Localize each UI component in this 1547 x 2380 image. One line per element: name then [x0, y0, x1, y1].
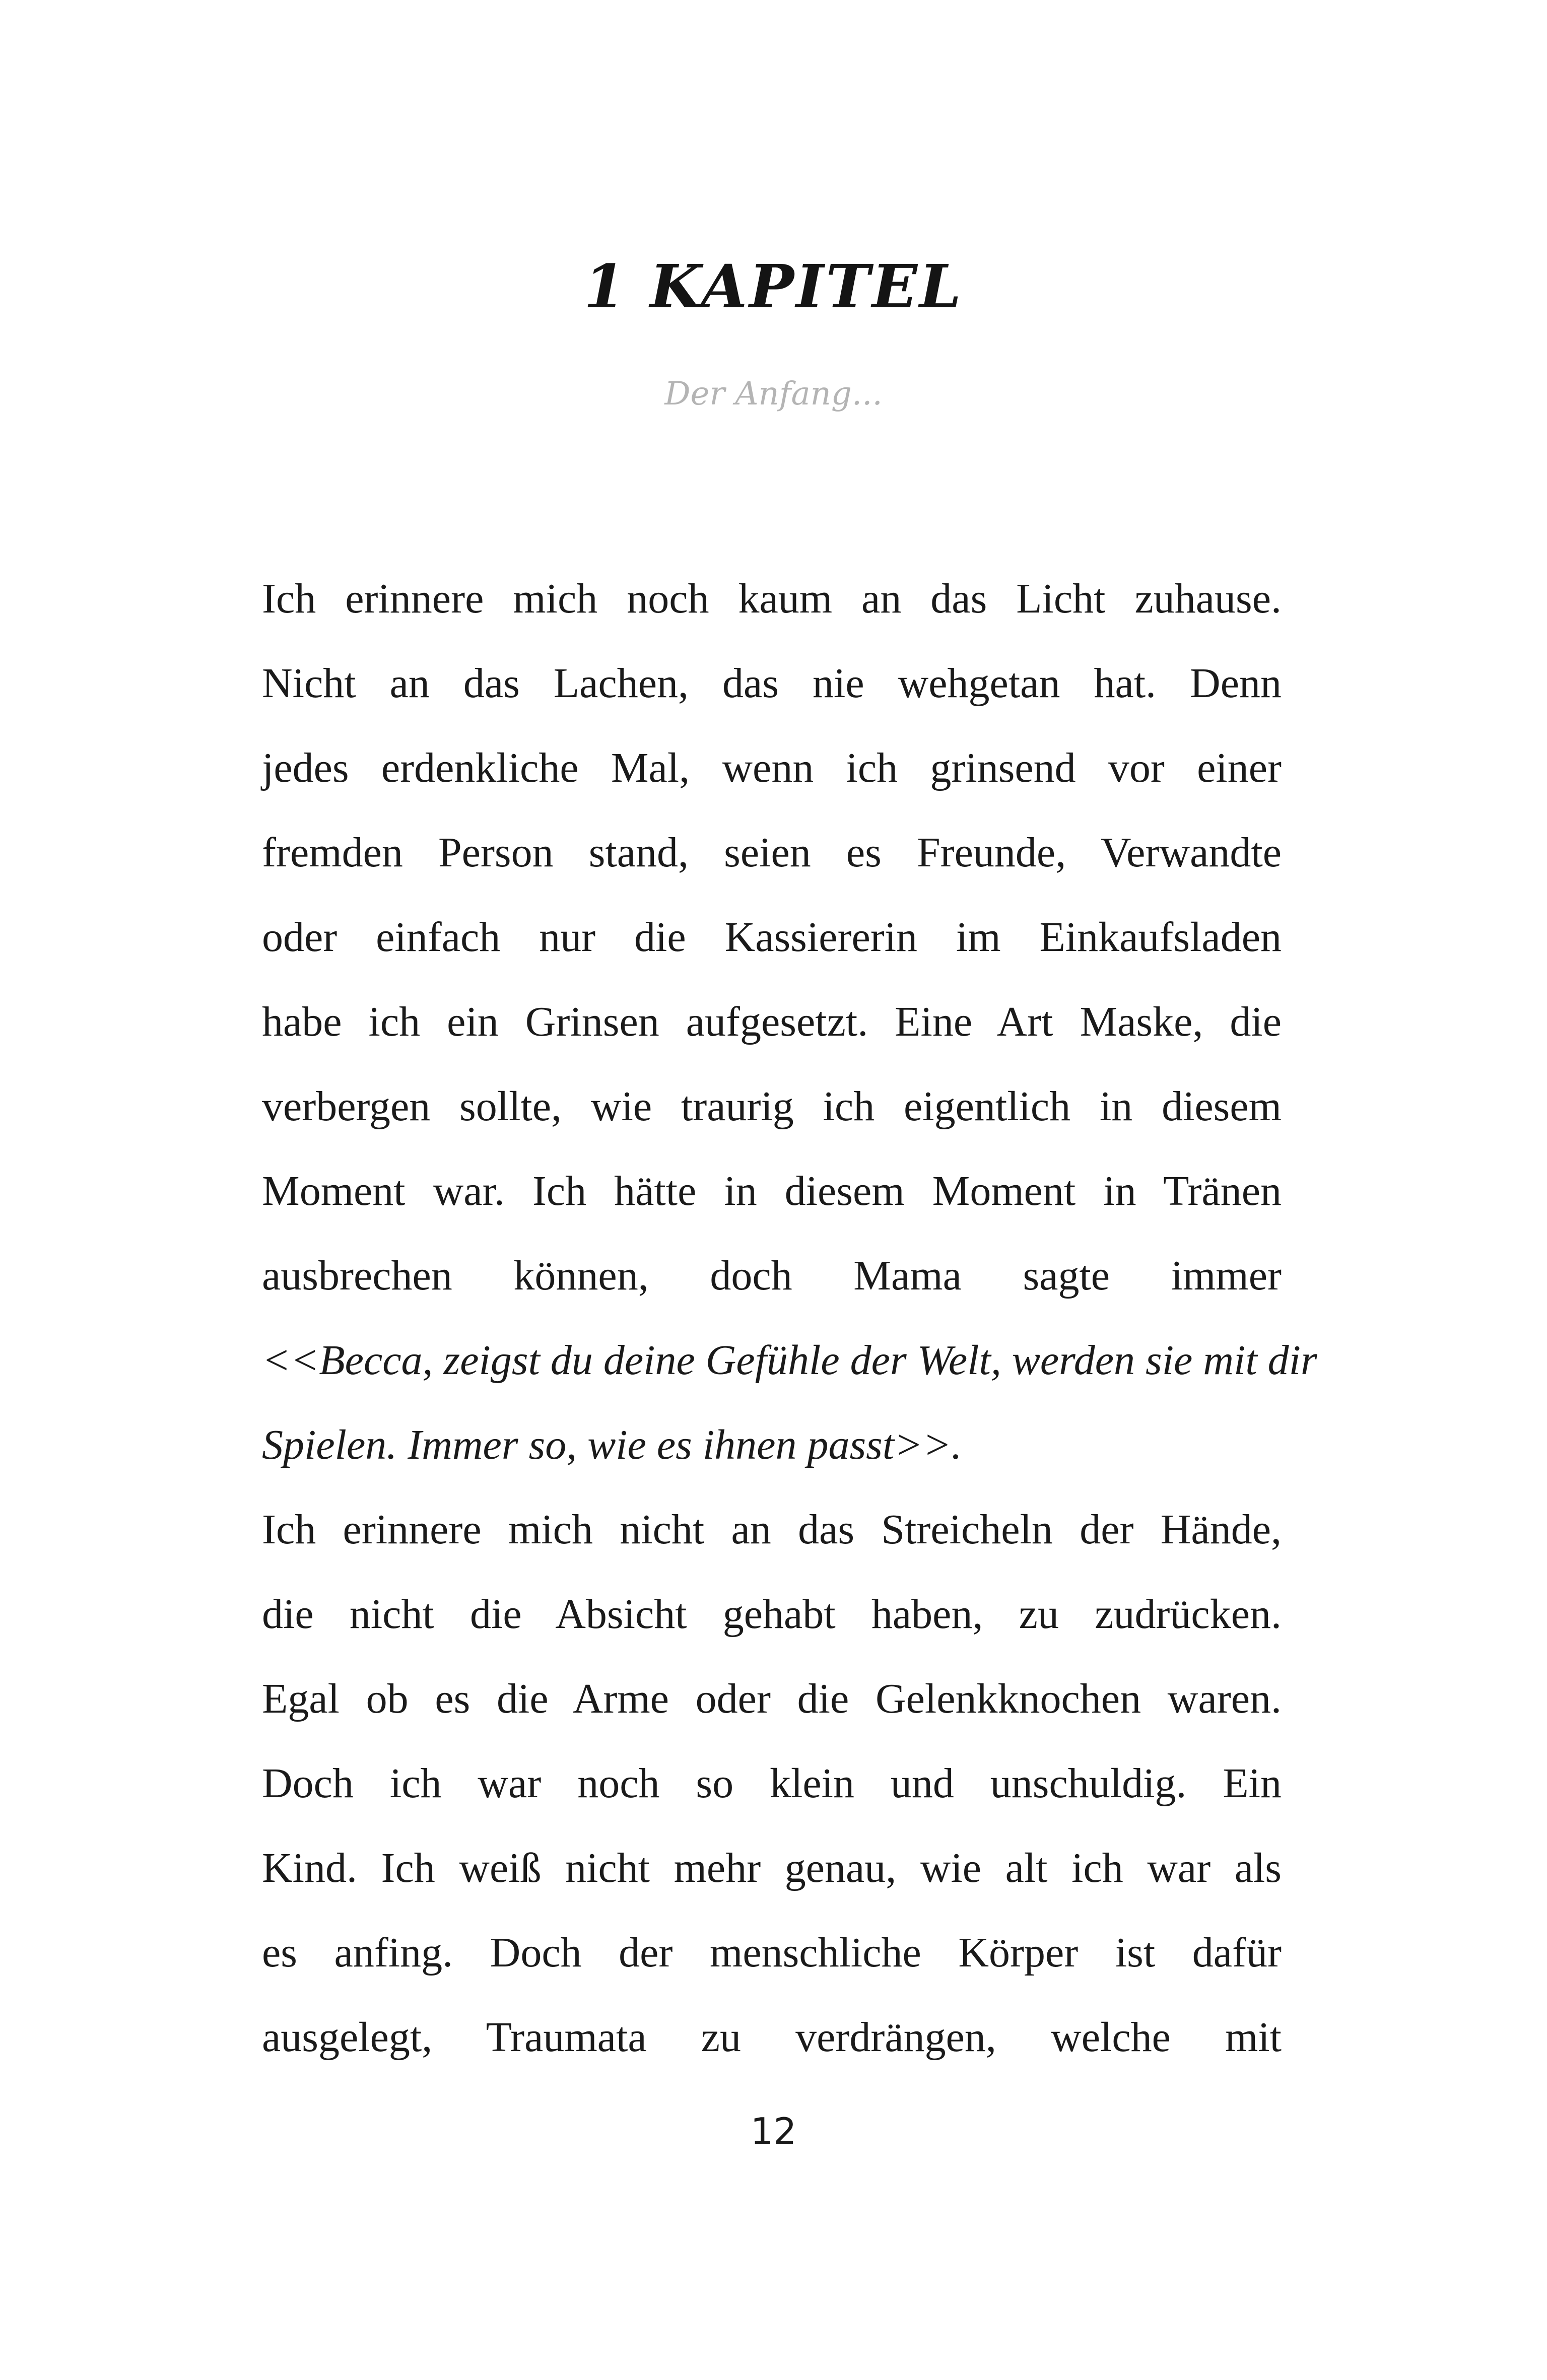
- chapter-body-text: [262, 557, 1317, 2080]
- chapter-heading: 1 KAPITEL: [583, 251, 964, 321]
- text-line: jedes erdenkliche Mal, wenn ich grinsend vor einer: [262, 744, 1282, 791]
- text-line: Doch ich war noch so klein und unschuldig. Ein: [262, 1760, 1282, 1807]
- chapter-subtitle: Der Anfang...: [664, 375, 883, 413]
- text-line: oder einfach nur die Kassiererin im Einkaufsladen: [262, 914, 1282, 961]
- text-line: Ich erinnere mich noch kaum an das Licht zuhause.: [262, 575, 1282, 622]
- text-line: es anfing. Doch der menschliche Körper ist dafür: [262, 1929, 1282, 1976]
- quote-line: <<Becca, zeigst du deine Gefühle der Welt, werden sie mit dir: [262, 1337, 1317, 1384]
- page-number: 12: [750, 2110, 797, 2152]
- text-line: die nicht die Absicht gehabt haben, zu zudrücken.: [262, 1591, 1282, 1638]
- text-line: fremden Person stand, seien es Freunde, Verwandte: [262, 829, 1282, 876]
- text-line: ausbrechen können, doch Mama sagte immer: [262, 1252, 1282, 1299]
- text-line: Egal ob es die Arme oder die Gelenkknochen waren.: [262, 1675, 1282, 1722]
- text-line: Nicht an das Lachen, das nie wehgetan hat. Denn: [262, 660, 1282, 707]
- text-line: Kind. Ich weiß nicht mehr genau, wie alt ich war als: [262, 1845, 1282, 1891]
- text-line: Moment war. Ich hätte in diesem Moment in Tränen: [262, 1168, 1282, 1214]
- text-line: verbergen sollte, wie traurig ich eigentlich in diesem: [262, 1083, 1282, 1130]
- quote-line: Spielen. Immer so, wie es ihnen passt>>.: [262, 1421, 962, 1468]
- text-line: ausgelegt, Traumata zu verdrängen, welche mit: [262, 2014, 1282, 2061]
- text-line: Ich erinnere mich nicht an das Streicheln der Hände,: [262, 1506, 1282, 1553]
- text-line: habe ich ein Grinsen aufgesetzt. Eine Art Maske, die: [262, 998, 1282, 1045]
